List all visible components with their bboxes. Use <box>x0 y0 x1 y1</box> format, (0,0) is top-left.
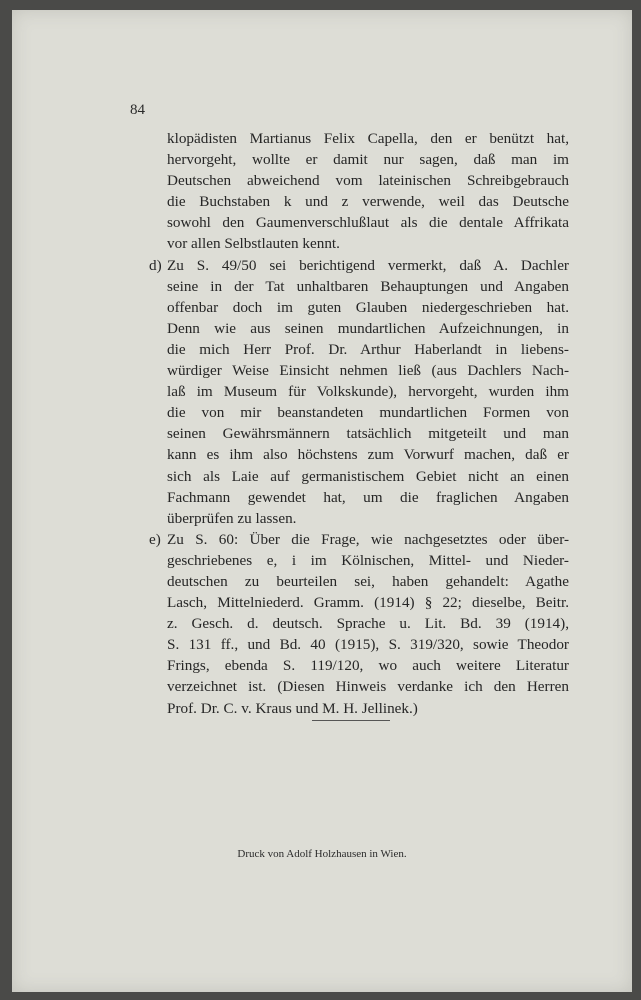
item-label-e: e) <box>149 530 161 548</box>
text-line: die Buchstaben k und z verwende, weil das Deutsche <box>167 193 569 211</box>
continuation-paragraph <box>167 128 569 255</box>
text-line: Denn wie aus seinen mundartlichen Aufzeichnungen, in <box>167 319 569 337</box>
text-line: verzeichnet ist. (Diesen Hinweis verdanke ich den Herren <box>167 678 569 696</box>
text-line: Lasch, Mittelniederd. Gramm. (1914) § 22; dieselbe, Beitr. <box>167 594 569 612</box>
text-line: geschriebenes e, i im Kölnischen, Mittel- und Nieder- <box>167 551 569 569</box>
text-line: die mich Herr Prof. Dr. Arthur Haberlandt in liebens- <box>167 340 569 358</box>
text-line: klopädisten Martianus Felix Capella, den er benützt hat, <box>167 130 569 147</box>
main-text <box>149 128 569 719</box>
text-line: kann es ihm also höchstens zum Vorwurf machen, daß er <box>167 446 569 464</box>
text-line: Frings, ebenda S. 119/120, wo auch weitere Literatur <box>167 657 569 675</box>
text-line: offenbar doch im guten Glauben niedergeschrieben hat. <box>167 298 569 316</box>
text-line: überprüfen zu lassen. <box>167 509 297 527</box>
text-line: Zu S. 60: Über die Frage, wie nachgesetztes oder über- <box>167 530 569 548</box>
item-d <box>149 255 569 529</box>
text-line: hervorgeht, wollte er damit nur sagen, daß man im <box>167 151 569 169</box>
page-number: 84 <box>130 102 145 118</box>
section-divider <box>312 720 390 721</box>
text-line: vor allen Selbstlauten kennt. <box>167 235 340 253</box>
text-line: seine in der Tat unhaltbaren Behauptungen und Angaben <box>167 277 569 295</box>
item-label-d: d) <box>149 256 162 274</box>
text-line: sowohl den Gaumenverschlußlaut als die dentale Affrikata <box>167 214 569 232</box>
text-line: S. 131 ff., und Bd. 40 (1915), S. 319/320, sowie Theodor <box>167 636 569 654</box>
text-line: deutschen zu beurteilen sei, haben gehandelt: Agathe <box>167 572 569 590</box>
text-line: würdiger Weise Einsicht nehmen ließ (aus Dachlers Nach- <box>167 362 569 380</box>
text-line: z. Gesch. d. deutsch. Sprache u. Lit. Bd. 39 (1914), <box>167 615 569 633</box>
text-line: die von mir beanstandeten mundartlichen Formen von <box>167 404 569 422</box>
item-e <box>149 529 569 719</box>
text-line: Prof. Dr. C. v. Kraus und M. H. Jellinek.) <box>167 699 418 717</box>
printer-imprint: Druck von Adolf Holzhausen in Wien. <box>237 848 407 860</box>
text-line: Deutschen abweichend vom lateinischen Schreibgebrauch <box>167 172 569 190</box>
text-line: Fachmann gewendet hat, um die fraglichen Angaben <box>167 488 569 506</box>
text-line: seinen Gewährsmännern tatsächlich mitgeteilt und man <box>167 425 569 443</box>
book-page <box>12 10 632 992</box>
text-line: Zu S. 49/50 sei berichtigend vermerkt, daß A. Dachler <box>167 256 569 274</box>
text-line: sich als Laie auf germanistischem Gebiet nicht an einen <box>167 467 569 485</box>
text-line: laß im Museum für Volkskunde), hervorgeht, wurden ihm <box>167 383 569 401</box>
